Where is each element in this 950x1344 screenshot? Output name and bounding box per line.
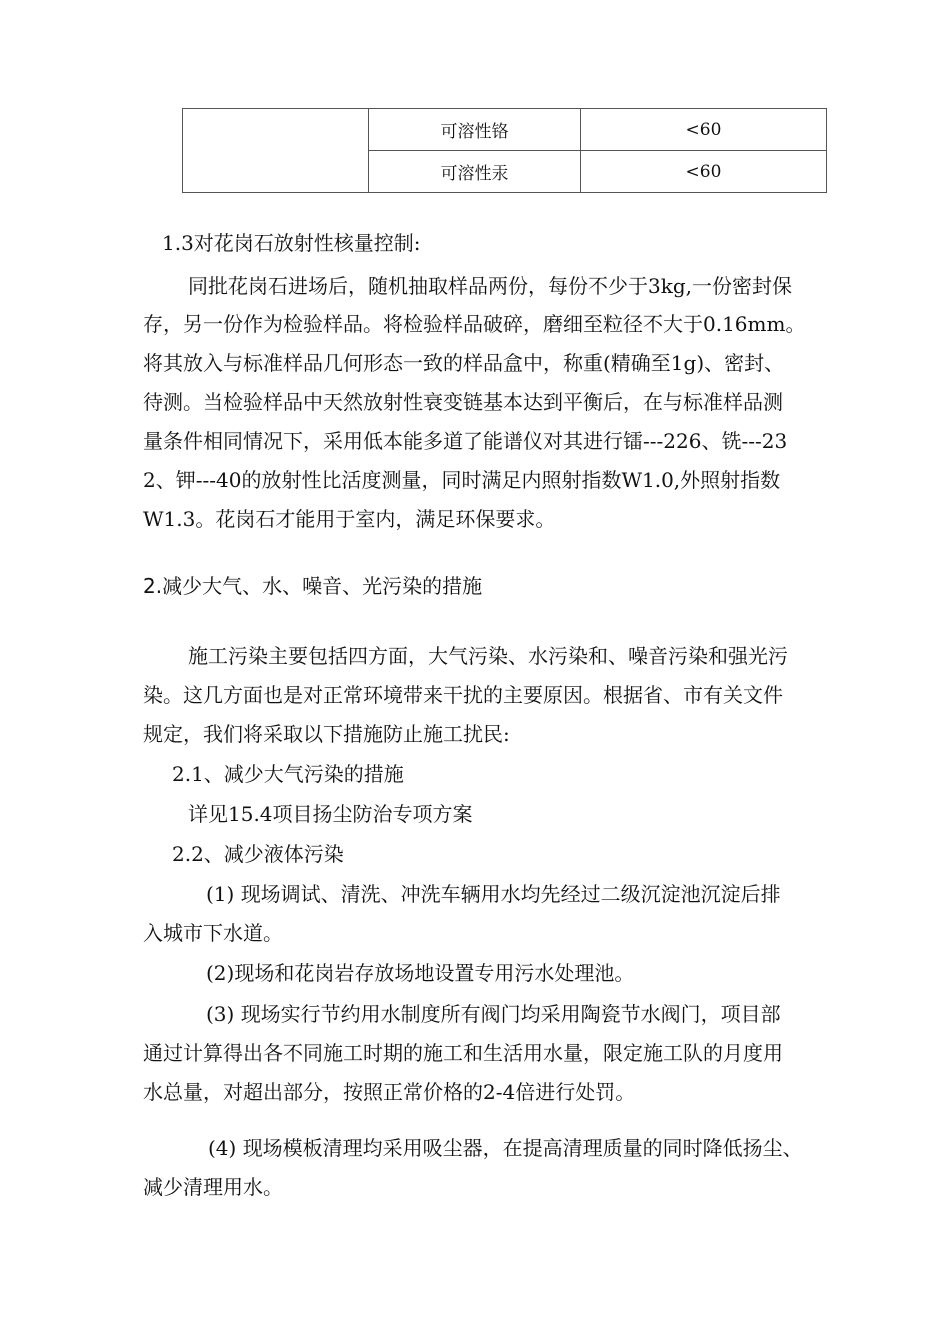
list-item-line: (2)现场和花岗岩存放场地设置专用污水处理池。 [206, 961, 635, 985]
paragraph-line: 待测。当检验样品中天然放射性衰变链基本达到平衡后，在与标准样品测 [143, 390, 783, 414]
section-1-3-title: 1.3对花岗石放射性核量控制: [162, 231, 421, 255]
list-item-line: (1) 现场调试、清洗、冲洗车辆用水均先经过二级沉淀池沉淀后排 [206, 882, 781, 906]
paragraph-line: W1.3。花岗石才能用于室内，满足环保要求。 [143, 507, 556, 531]
paragraph-line: 将其放入与标准样品几何形态一致的样品盒中，称重(精确至1g)、密封、 [143, 351, 785, 375]
section-2-heading: 2.减少大气、水、噪音、光污染的措施 [143, 574, 483, 598]
table-cell-item: 可溶性汞 [369, 151, 581, 193]
list-item-line: 减少清理用水。 [143, 1175, 283, 1199]
list-item-line: (3) 现场实行节约用水制度所有阀门均采用陶瓷节水阀门，项目部 [206, 1002, 781, 1026]
subsection-2-1-detail: 详见15.4项目扬尘防治专项方案 [188, 802, 473, 826]
paragraph-line: 同批花岗石进场后，随机抽取样品两份，每份不少于3kg,一份密封保 [188, 274, 793, 298]
list-item-line: 水总量，对超出部分，按照正常价格的2-4倍进行处罚。 [143, 1080, 636, 1104]
table-cell-value: <60 [581, 151, 827, 193]
paragraph-line: 2、钾---40的放射性比活度测量，同时满足内照射指数W1.0,外照射指数 [143, 468, 781, 492]
table-cell-item: 可溶性铬 [369, 109, 581, 151]
paragraph-line: 量条件相同情况下，采用低本能多道了能谱仪对其进行镭---226、铣---23 [143, 429, 788, 453]
list-item-line: 入城市下水道。 [143, 921, 283, 945]
paragraph-line: 施工污染主要包括四方面，大气污染、水污染和、噪音污染和强光污 [188, 644, 788, 668]
table-cell-empty [183, 109, 369, 193]
spec-table [182, 108, 827, 193]
list-item-line: (4) 现场模板清理均采用吸尘器，在提高清理质量的同时降低扬尘、 [208, 1136, 803, 1160]
subsection-2-1-title: 2.1、减少大气污染的措施 [172, 762, 404, 786]
paragraph-line: 染。这几方面也是对正常环境带来干扰的主要原因。根据省、市有关文件 [143, 683, 783, 707]
list-item-line: 通过计算得出各不同施工时期的施工和生活用水量，限定施工队的月度用 [143, 1041, 783, 1065]
paragraph-line: 存，另一份作为检验样品。将检验样品破碎，磨细至粒径不大于0.16mm。 [143, 312, 806, 336]
table-row [183, 109, 827, 151]
paragraph-line: 规定，我们将采取以下措施防止施工扰民: [143, 722, 510, 746]
table-cell-value: <60 [581, 109, 827, 151]
subsection-2-2-title: 2.2、减少液体污染 [172, 842, 344, 866]
